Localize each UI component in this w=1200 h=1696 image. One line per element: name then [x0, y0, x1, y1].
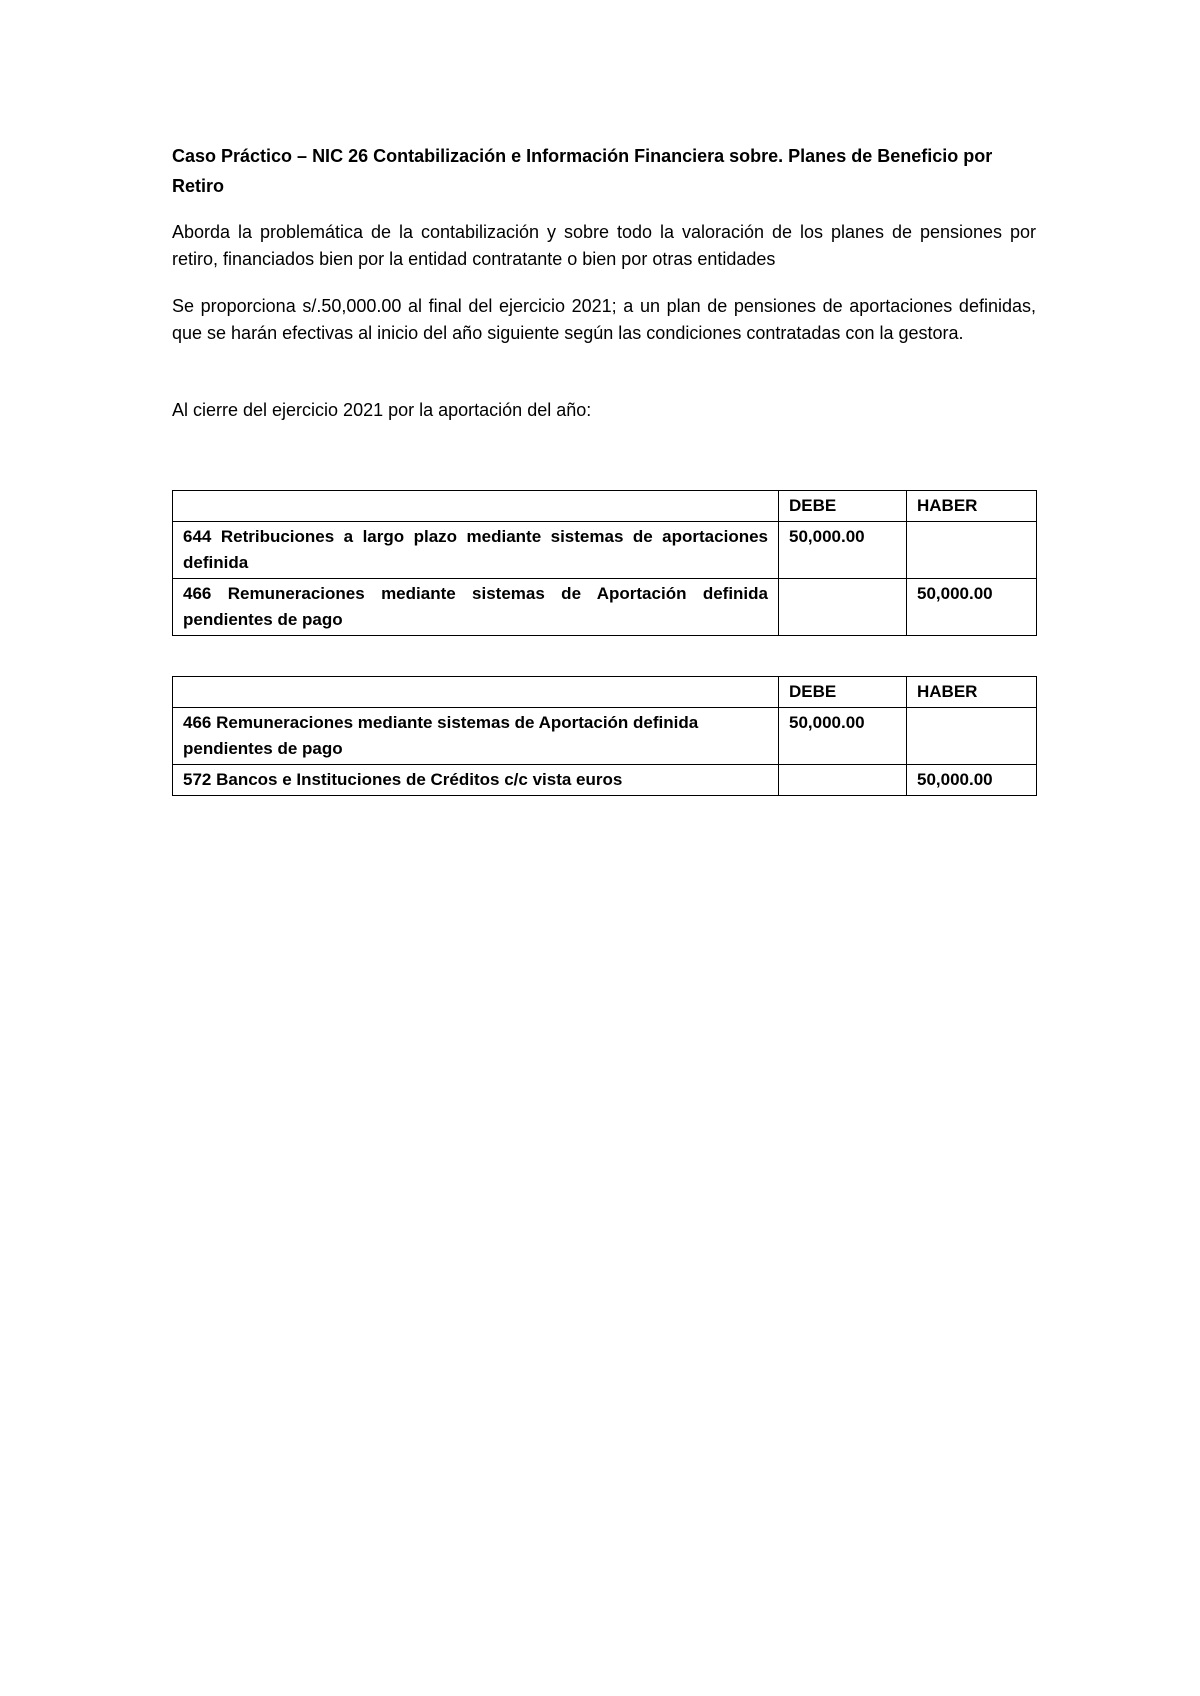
- account-cell: 466 Remuneraciones mediante sistemas de Aportación definida pendientes de pago: [173, 579, 779, 636]
- debe-cell: [779, 579, 907, 636]
- account-cell: 466 Remuneraciones mediante sistemas de Aportación definida pendientes de pago: [173, 708, 779, 765]
- haber-cell: 50,000.00: [907, 579, 1037, 636]
- paragraph-contribution: Se proporciona s/.50,000.00 al final del ejercicio 2021; a un plan de pensiones de aportaciones definidas, que se harán efectivas al inicio del año siguiente según las condiciones contratadas con la gestora.: [172, 296, 1036, 343]
- table-row: [173, 579, 1037, 636]
- header-account: [173, 491, 779, 522]
- debe-cell: 50,000.00: [779, 522, 907, 579]
- haber-cell: [907, 708, 1037, 765]
- header-debe: DEBE: [779, 677, 907, 708]
- journal-entry-table-2: [172, 676, 1037, 796]
- table-header-row: [173, 491, 1037, 522]
- haber-cell: 50,000.00: [907, 765, 1037, 796]
- header-account: [173, 677, 779, 708]
- header-haber: HABER: [907, 677, 1037, 708]
- haber-cell: [907, 522, 1037, 579]
- paragraph-closing: Al cierre del ejercicio 2021 por la aportación del año:: [172, 400, 592, 420]
- journal-entry-table-1: [172, 490, 1037, 636]
- debe-cell: 50,000.00: [779, 708, 907, 765]
- document-title: Caso Práctico – NIC 26 Contabilización e Información Financiera sobre. Planes de Beneficio por Retiro: [172, 146, 993, 196]
- table-row: [173, 708, 1037, 765]
- table-row: [173, 765, 1037, 796]
- table-row: [173, 522, 1037, 579]
- header-debe: DEBE: [779, 491, 907, 522]
- table-header-row: [173, 677, 1037, 708]
- paragraph-intro: Aborda la problemática de la contabilización y sobre todo la valoración de los planes de pensiones por retiro, financiados bien por la entidad contratante o bien por otras entidades: [172, 222, 1036, 269]
- account-cell: 644 Retribuciones a largo plazo mediante sistemas de aportaciones definida: [173, 522, 779, 579]
- account-cell: 572 Bancos e Instituciones de Créditos c/c vista euros: [173, 765, 779, 796]
- debe-cell: [779, 765, 907, 796]
- header-haber: HABER: [907, 491, 1037, 522]
